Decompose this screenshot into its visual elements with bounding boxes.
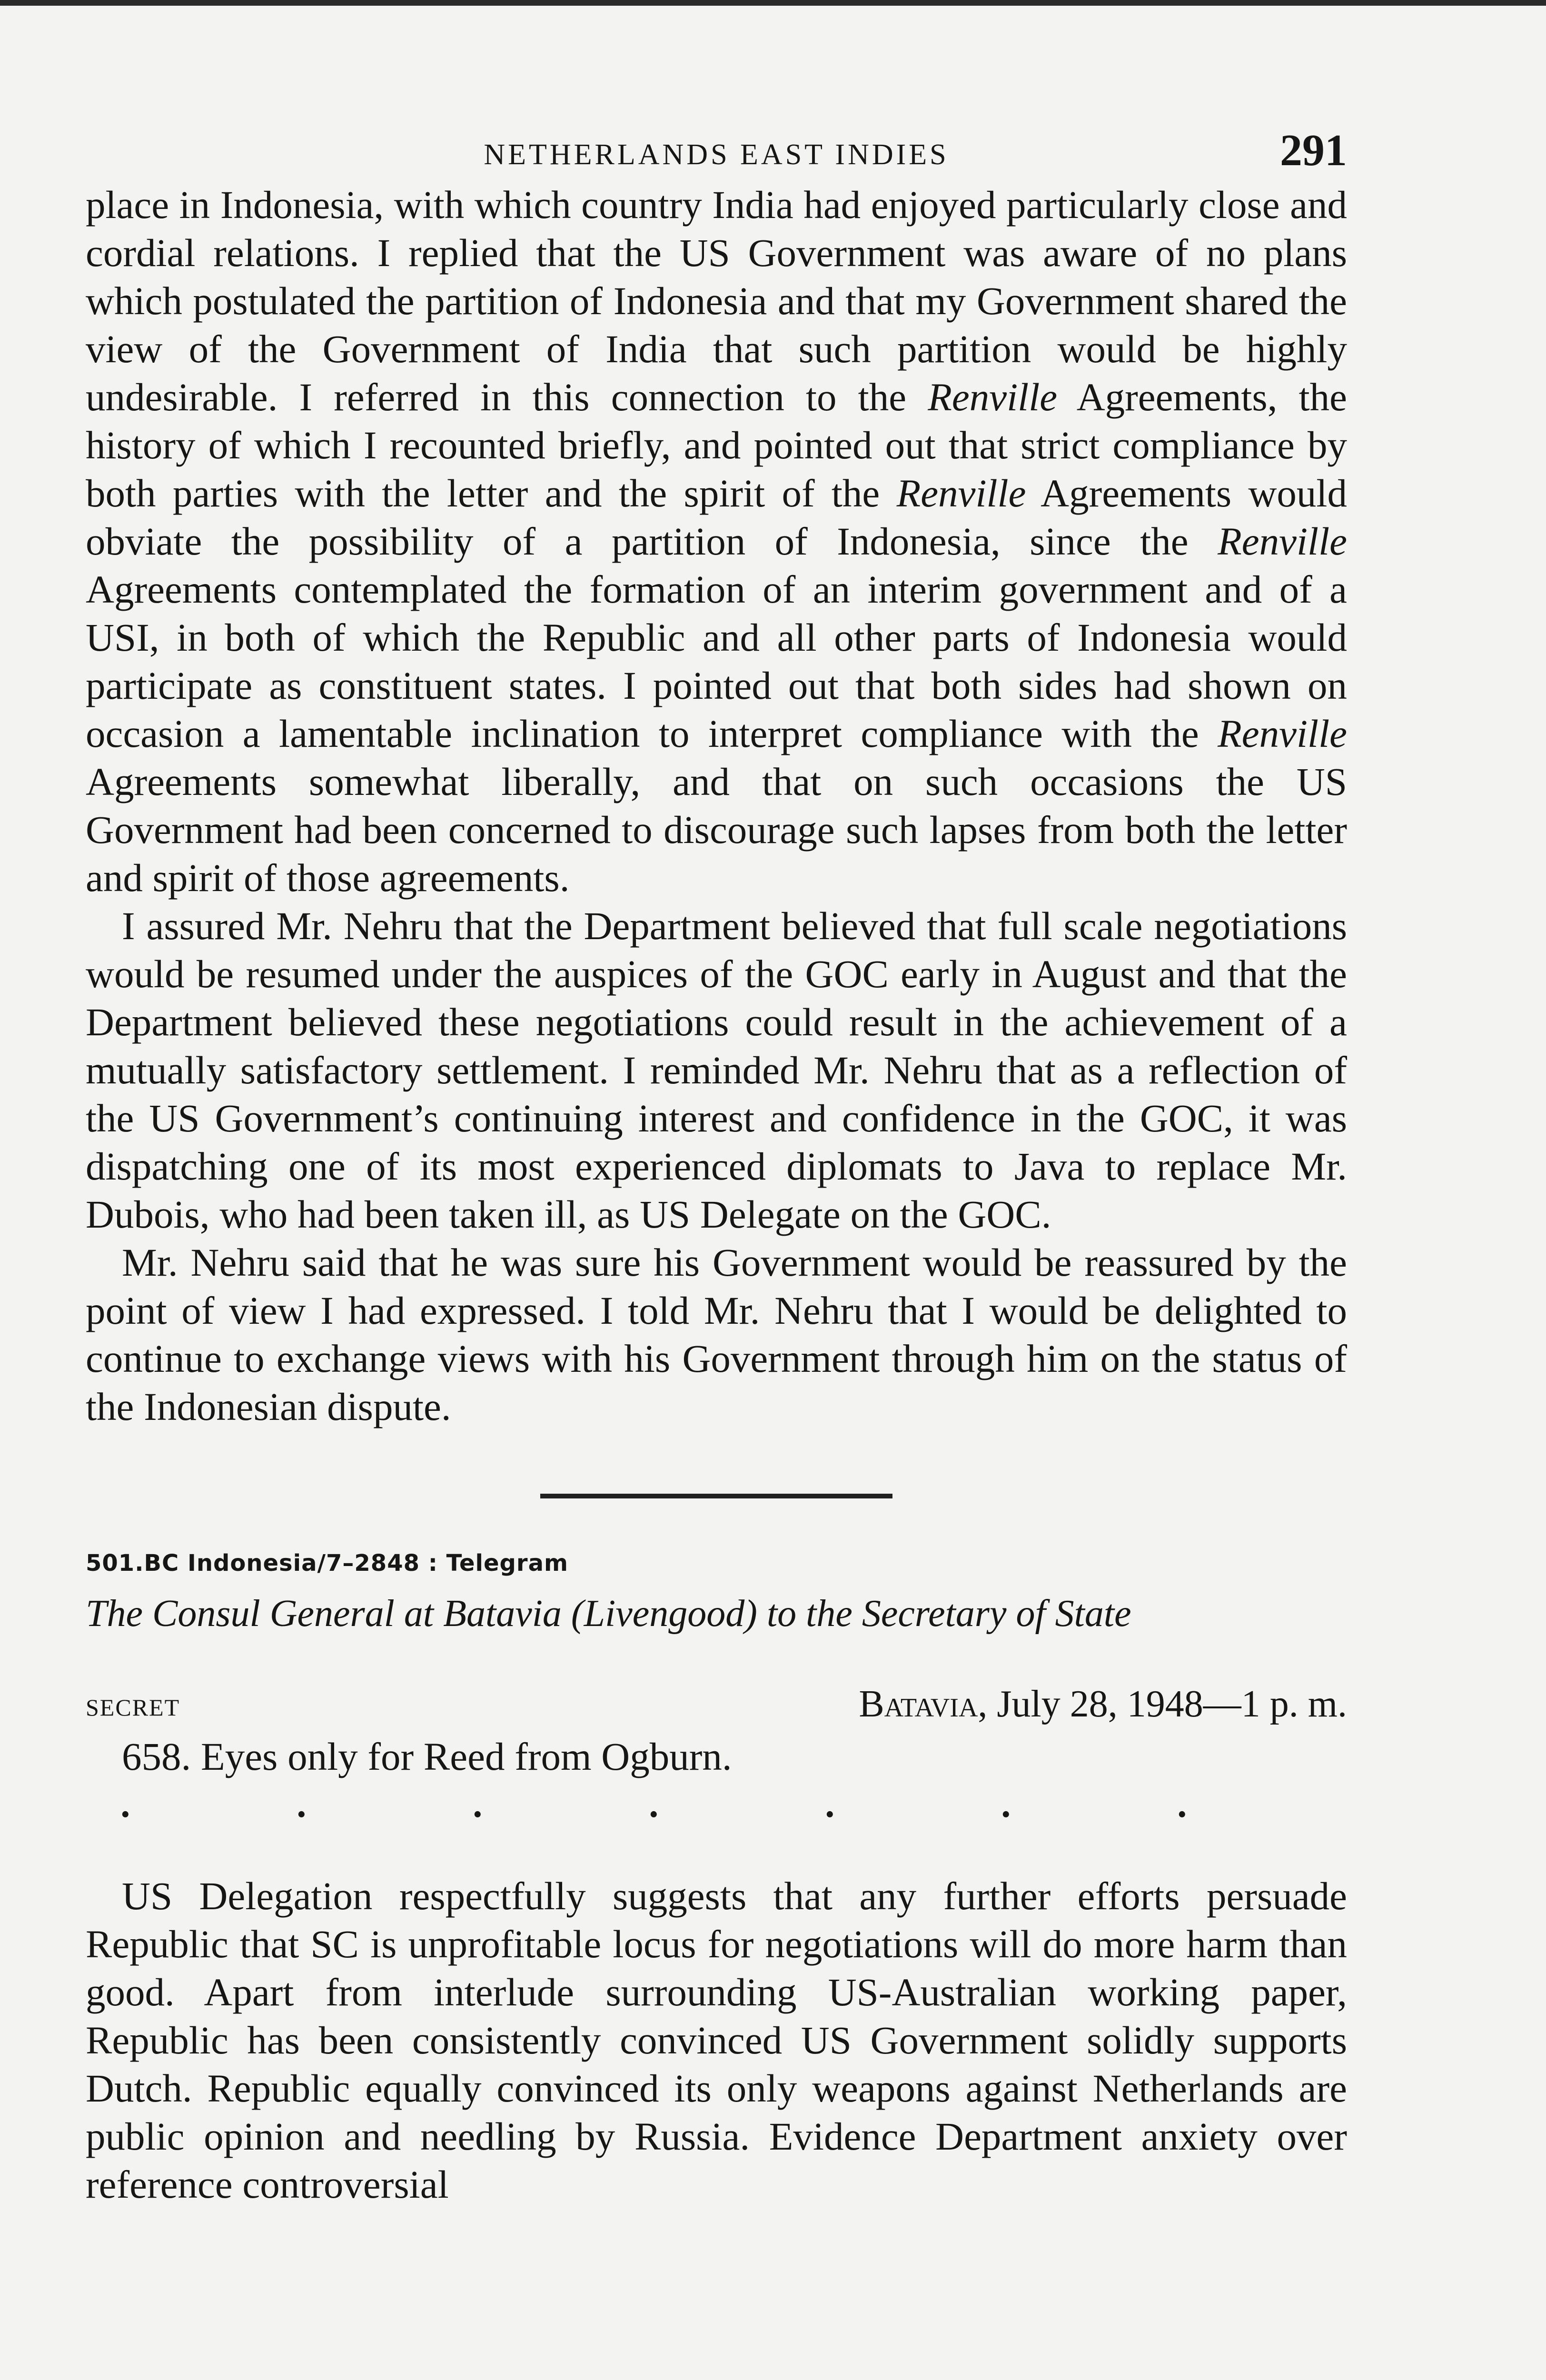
telegram-header xyxy=(86,1674,1347,1726)
text-run: I assured Mr. Nehru that the Department believed that full scale negotiations would be resumed under the auspices of the GOC early in August and that the Department believed these negotiations could result in the achievement of a mutually satisfactory settlement. I reminded Mr. Nehru that as a reflection of the US Government’s continuing interest and confidence in the GOC, it was dispatching one of its most experienced diplomats to Java to replace Mr. Dubois, who had been taken ill, as US Delegate on the GOC. xyxy=(86,904,1347,1236)
page-number: 291 xyxy=(1280,126,1347,175)
italic-run: Renville xyxy=(928,375,1058,419)
text-run: Agreements would obviate the possibility of a partition of Indonesia, since the xyxy=(86,471,1347,563)
italic-run: Renville xyxy=(1218,712,1347,755)
text-run: place in Indonesia, with which country India had enjoyed particularly close and cordial relations. I replied that the US Government was aware of no plans which postulated the partition of Indonesia and that my Government shared the view of the Government of India that such partition would be highly undesirable. I referred in this connection to the xyxy=(86,183,1347,419)
file-reference: 501.BC Indonesia/7–2848 : Telegram xyxy=(86,1550,568,1577)
telegram-body: US Delegation respectfully suggests that any further efforts persuade Republic that SC is unprofitable locus for negotiations will do more harm than good. Apart from interlude surrounding US-Australian working paper, Republic has been consistently convinced US Government solidly supports Dutch. Republic equally convinced its only weapons against Netherlands are public opinion and needling by Russia. Evidence Department anxiety over reference controversial xyxy=(86,1874,1347,2206)
telegram-opening: 658. Eyes only for Reed from Ogburn. xyxy=(122,1735,732,1778)
memo-body xyxy=(86,181,1347,1431)
running-head xyxy=(86,126,1347,181)
dateline-place: Batavia xyxy=(859,1683,978,1725)
document-page xyxy=(86,126,1348,2209)
text-run: Mr. Nehru said that he was sure his Government would be reassured by the point of view I had expressed. I told Mr. Nehru that I would be delighted to continue to exchange views with his Government through him on the status of the Indonesian dispute. xyxy=(86,1240,1347,1428)
ellipsis-dot: · xyxy=(647,1794,660,1835)
text-run: Agreements somewhat liberally, and that on such occasions the US Government had been concerned to discourage such lapses from both the letter and spirit of those agreements. xyxy=(86,760,1347,900)
ellipsis-dot: · xyxy=(1176,1794,1189,1835)
ellipsis-dot: · xyxy=(1000,1794,1012,1835)
section-divider xyxy=(540,1494,892,1498)
ellipsis-dot: · xyxy=(823,1794,836,1835)
ellipsis-dot: · xyxy=(295,1794,308,1835)
italic-run: Renville xyxy=(1218,519,1347,563)
page-top-rule xyxy=(0,0,1546,6)
memo-paragraph xyxy=(86,181,1347,902)
ellipsis-dot: · xyxy=(471,1794,484,1835)
memo-paragraph xyxy=(86,902,1347,1239)
memo-paragraph xyxy=(86,1239,1347,1431)
text-run: Agreements contemplated the formation of an interim government and of a USI, in both of which the Republic and all other parts of Indonesia would participate as constituent states. I pointed out that both sides had shown on occasion a lamentable inclination to interpret compliance with the xyxy=(86,567,1347,755)
ellipsis-dot: · xyxy=(119,1794,132,1835)
dateline xyxy=(859,1683,1347,1726)
running-head-title: NETHERLANDS EAST INDIES xyxy=(484,139,949,171)
classification-label: SECRET xyxy=(86,1694,180,1721)
text-run: Agreements, the history of which I recounted briefly, and pointed out that strict compliance by both parties with the letter and the spirit of the xyxy=(86,375,1348,515)
dateline-date: , July 28, 1948—1 p. m. xyxy=(978,1683,1347,1725)
italic-run: Renville xyxy=(896,471,1026,515)
document-title: The Consul General at Batavia (Livengood) to the Secretary of State xyxy=(86,1593,1131,1635)
ellipsis-omission xyxy=(86,1788,1347,1841)
